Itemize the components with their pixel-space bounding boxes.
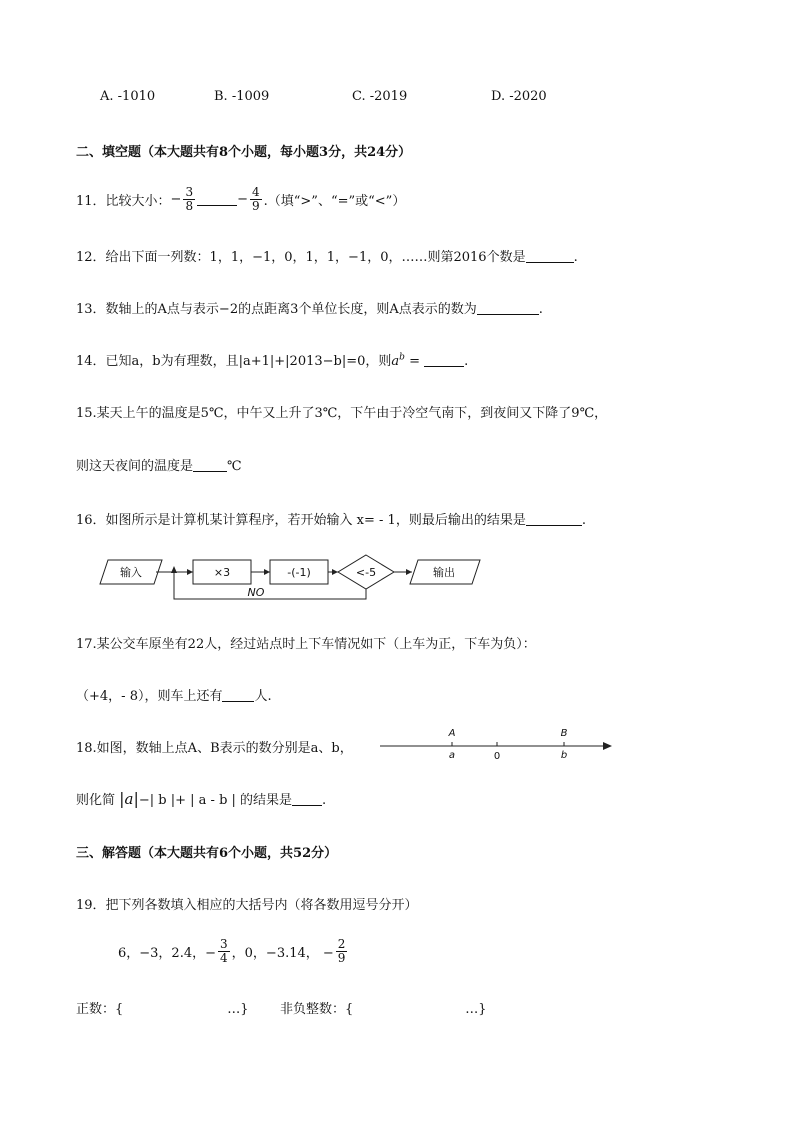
flow-condition-label: <-5 bbox=[355, 566, 377, 579]
q11-fraction-2: $\frac{4}{9}$ bbox=[252, 185, 260, 213]
q11-prefix: 11．比较大小： bbox=[76, 194, 171, 209]
q13-answer-blank[interactable] bbox=[477, 302, 539, 315]
option-c: C. -2019 bbox=[352, 89, 408, 104]
option-a: A. -1010 bbox=[100, 89, 156, 104]
question-18-line-1: 18.如图，数轴上点A、B表示的数分别是a、b， bbox=[76, 741, 353, 756]
nonnegative-integers-set: 非负整数：{ …} bbox=[280, 1002, 487, 1017]
q11-answer-blank[interactable] bbox=[197, 193, 237, 206]
q16-answer-blank[interactable] bbox=[526, 513, 582, 526]
program-flowchart bbox=[96, 552, 486, 604]
question-16: 16．如图所示是计算机某计算程序，若开始输入 x= - 1，则最后输出的结果是 . bbox=[76, 513, 586, 528]
q17-answer-blank[interactable] bbox=[222, 689, 254, 702]
flow-input-label: 输入 bbox=[120, 566, 142, 579]
point-b-label: b bbox=[560, 750, 568, 761]
q11-fraction-1: $\frac{3}{8}$ bbox=[185, 185, 194, 213]
question-12: 12．给出下面一列数：1，1，−1，0，1，1，−1，0，……则第2016个数是 . bbox=[76, 250, 578, 265]
option-b: B. -1009 bbox=[214, 89, 270, 104]
number-line bbox=[378, 723, 614, 763]
question-14: 14．已知a，b为有理数，且|a+1|+|2013−b|=0，则$a^b$ = . bbox=[76, 352, 469, 369]
question-15-line-2: 则这天夜间的温度是 ℃ bbox=[76, 459, 242, 474]
question-15-line-1: 15.某天上午的温度是5℃，中午又上升了3℃，下午由于冷空气南下，到夜间又下降了9℃， bbox=[76, 406, 608, 421]
q14-answer-blank[interactable] bbox=[424, 354, 464, 367]
flow-minus-label: -(-1) bbox=[287, 566, 311, 579]
q12-answer-blank[interactable] bbox=[526, 250, 574, 263]
point-A-label: A bbox=[448, 728, 456, 739]
option-d: D. -2020 bbox=[491, 89, 547, 104]
question-17-line-2: （+4，- 8），则车上还有 人. bbox=[76, 689, 272, 704]
question-19: 19．把下列各数填入相应的大括号内（将各数用逗号分开） bbox=[76, 898, 418, 913]
point-B-label: B bbox=[560, 728, 568, 739]
question-11: 11．比较大小： − $\frac{3}{8}$ − $\frac{4}{9}$ .（填“>”、“=”或“<”） bbox=[76, 185, 406, 213]
q15-answer-blank[interactable] bbox=[193, 459, 227, 472]
section-2-title: 二、填空题（本大题共有8个小题，每小题3分，共24分） bbox=[76, 145, 412, 160]
point-a-label: a bbox=[448, 750, 456, 761]
section-3-title: 三、解答题（本大题共有6个小题，共52分） bbox=[76, 846, 338, 861]
origin-label: 0 bbox=[493, 751, 501, 762]
flow-output-label: 输出 bbox=[433, 566, 455, 579]
q19-fraction-2: $\frac{2}{9}$ bbox=[337, 937, 346, 965]
flow-times-label: ×3 bbox=[213, 566, 231, 579]
q19-fraction-1: $\frac{3}{4}$ bbox=[220, 937, 228, 965]
question-18-line-2: 则化简 |a|−| b |+ | a - b | 的结果是 . bbox=[76, 789, 327, 808]
q11-suffix: .（填“>”、“=”或“<”） bbox=[263, 194, 406, 209]
question-13: 13．数轴上的A点与表示−2的点距离3个单位长度，则A点表示的数为 . bbox=[76, 302, 543, 317]
flow-no-label: NO bbox=[247, 586, 265, 599]
question-17-line-1: 17.某公交车原坐有22人，经过站点时上下车情况如下（上车为正，下车为负）： bbox=[76, 637, 536, 652]
q18-answer-blank[interactable] bbox=[292, 793, 322, 806]
q19-number-list: 6，−3，2.4，− $\frac{3}{4}$ ，0，−3.14， − $\frac{2}{9}$ bbox=[118, 937, 346, 965]
positive-numbers-set: 正数：{ …} bbox=[76, 1002, 249, 1017]
